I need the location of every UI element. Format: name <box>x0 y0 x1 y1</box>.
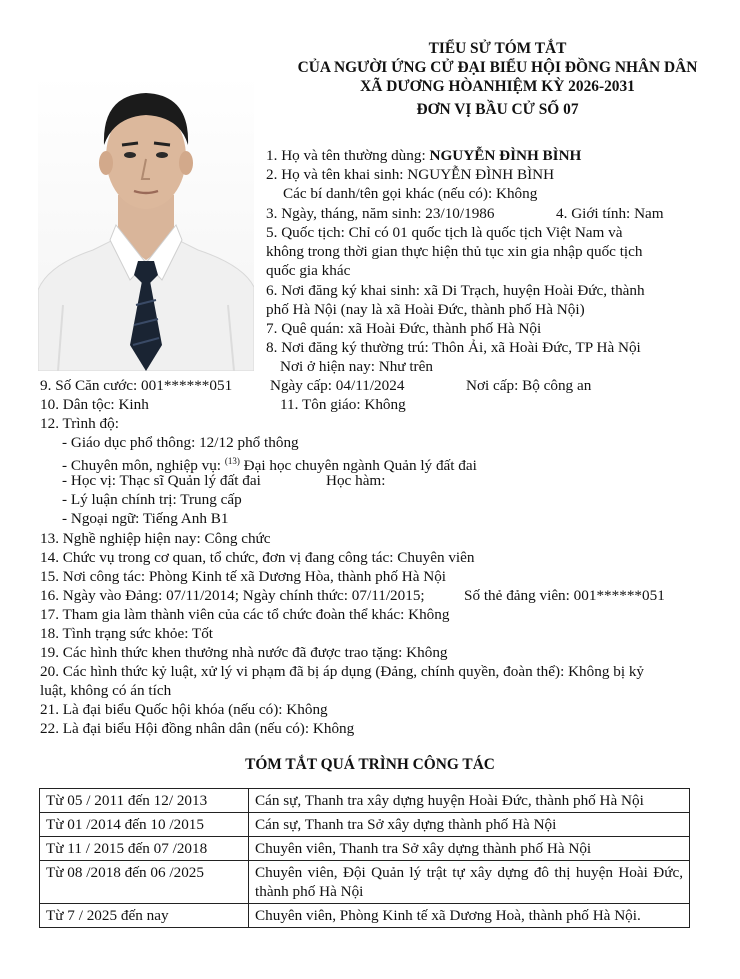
bio-religion: 11. Tôn giáo: Không <box>280 396 406 413</box>
bio-general-education: - Giáo dục phổ thông: 12/12 phổ thông <box>62 434 299 451</box>
work-period-cell: Từ 11 / 2015 đến 07 /2018 <box>40 837 249 861</box>
bio-education-heading: 12. Trình độ: <box>40 415 119 432</box>
table-row <box>40 861 690 904</box>
work-period-cell: Từ 01 /2014 đến 10 /2015 <box>40 813 249 837</box>
bio-current-address: Nơi ở hiện nay: Như trên <box>280 358 433 375</box>
bio-health: 18. Tình trạng sức khỏe: Tốt <box>40 625 214 642</box>
bio-political-theory: - Lý luận chính trị: Trung cấp <box>62 491 242 508</box>
work-description-cell: Chuyên viên, Thanh tra Sở xây dựng thành phố Hà Nội <box>249 837 690 861</box>
bio-aliases: Các bí danh/tên gọi khác (nếu có): Không <box>283 185 538 202</box>
bio-residence: 8. Nơi đăng ký thường trú: Thôn Ải, xã Hoài Đức, TP Hà Nội <box>266 339 641 356</box>
bio-common-name-value: NGUYỄN ĐÌNH BÌNH <box>429 147 582 164</box>
bio-common-name-label: 1. Họ và tên thường dùng: <box>266 147 430 164</box>
bio-id-number: 9. Số Căn cước: 001******051 <box>40 377 233 394</box>
bio-birthplace-1: 6. Nơi đăng ký khai sinh: xã Di Trạch, huyện Hoài Đức, thành <box>266 282 645 299</box>
work-history-table <box>39 788 690 928</box>
bio-party-card: Số thẻ đảng viên: 001******051 <box>464 587 665 604</box>
bio-party-join: 16. Ngày vào Đảng: 07/11/2014; Ngày chính thức: 07/11/2015; <box>40 587 425 604</box>
bio-awards: 19. Các hình thức khen thưởng nhà nước đã được trao tặng: Không <box>40 644 448 661</box>
bio-foreign-language: - Ngoại ngữ: Tiếng Anh B1 <box>62 510 229 527</box>
table-row <box>40 904 690 928</box>
bio-common-name <box>266 146 581 165</box>
bio-workplace: 15. Nơi công tác: Phòng Kinh tế xã Dương Hòa, thành phố Hà Nội <box>40 568 447 585</box>
bio-gender: 4. Giới tính: Nam <box>556 205 664 222</box>
bio-birth-name: 2. Họ và tên khai sinh: NGUYỄN ĐÌNH BÌNH <box>266 166 555 183</box>
doc-title: TIỂU SỬ TÓM TẮT <box>428 40 567 57</box>
portrait-photo <box>38 75 254 371</box>
bio-hometown: 7. Quê quán: xã Hoài Đức, thành phố Hà Nội <box>266 320 542 337</box>
work-description-cell: Cán sự, Thanh tra xây dựng huyện Hoài Đức, thành phố Hà Nội <box>249 789 690 813</box>
bio-id-issuer: Nơi cấp: Bộ công an <box>466 377 592 394</box>
doc-subtitle: CỦA NGƯỜI ỨNG CỬ ĐẠI BIỂU HỘI ĐỒNG NHÂN DÂN <box>297 59 698 76</box>
bio-nationality-3: quốc gia khác <box>266 262 351 279</box>
work-history-title: TÓM TẮT QUÁ TRÌNH CÔNG TÁC <box>245 756 495 773</box>
bio-nationality-2: không trong thời gian thực hiện thủ tục xin gia nhập quốc tịch <box>266 243 643 260</box>
bio-degree: - Học vị: Thạc sĩ Quản lý đất đai <box>62 472 261 489</box>
bio-ethnicity: 10. Dân tộc: Kinh <box>40 396 149 413</box>
portrait-photo-icon <box>38 75 254 371</box>
bio-position: 14. Chức vụ trong cơ quan, tổ chức, đơn vị đang công tác: Chuyên viên <box>40 549 475 566</box>
bio-discipline-1: 20. Các hình thức kỷ luật, xử lý vi phạm đã bị áp dụng (Đảng, chính quyền, đoàn thể): Không bị kỷ <box>40 663 645 680</box>
bio-national-assembly: 21. Là đại biểu Quốc hội khóa (nếu có): Không <box>40 701 328 718</box>
table-row <box>40 789 690 813</box>
work-period-cell: Từ 05 / 2011 đến 12/ 2013 <box>40 789 249 813</box>
bio-dob: 3. Ngày, tháng, năm sinh: 23/10/1986 <box>266 205 495 222</box>
bio-organizations: 17. Tham gia làm thành viên của các tổ chức đoàn thể khác: Không <box>40 606 450 623</box>
work-period-cell: Từ 08 /2018 đến 06 /2025 <box>40 861 249 904</box>
bio-academic-title: Học hàm: <box>326 472 386 489</box>
bio-occupation: 13. Nghề nghiệp hiện nay: Công chức <box>40 530 271 547</box>
doc-unit: ĐƠN VỊ BẦU CỬ SỐ 07 <box>416 101 579 118</box>
bio-peoples-council: 22. Là đại biểu Hội đồng nhân dân (nếu có): Không <box>40 720 355 737</box>
bio-specialization-footnote: (13) <box>224 456 240 466</box>
bio-specialization-value: Đại học chuyên ngành Quản lý đất đai <box>239 457 477 475</box>
work-period-cell: Từ 7 / 2025 đến nay <box>40 904 249 928</box>
work-description-cell: Chuyên viên, Đội Quản lý trật tự xây dựng đô thị huyện Hoài Đức, thành phố Hà Nội <box>249 861 690 904</box>
doc-term: XÃ DƯƠNG HÒANHIỆM KỲ 2026-2031 <box>360 78 635 95</box>
work-description-cell: Chuyên viên, Phòng Kinh tế xã Dương Hoà, thành phố Hà Nội. <box>249 904 690 928</box>
bio-id-issue-date: Ngày cấp: 04/11/2024 <box>270 377 405 394</box>
bio-discipline-2: luật, không có án tích <box>40 682 172 699</box>
work-description-cell: Cán sự, Thanh tra Sở xây dựng thành phố Hà Nội <box>249 813 690 837</box>
bio-specialization-label: - Chuyên môn, nghiệp vụ: <box>62 457 225 475</box>
table-row <box>40 813 690 837</box>
bio-birthplace-2: phố Hà Nội (nay là xã Hoài Đức, thành phố Hà Nội) <box>266 301 585 318</box>
table-row <box>40 837 690 861</box>
bio-nationality-1: 5. Quốc tịch: Chỉ có 01 quốc tịch là quốc tịch Việt Nam và <box>266 224 623 241</box>
